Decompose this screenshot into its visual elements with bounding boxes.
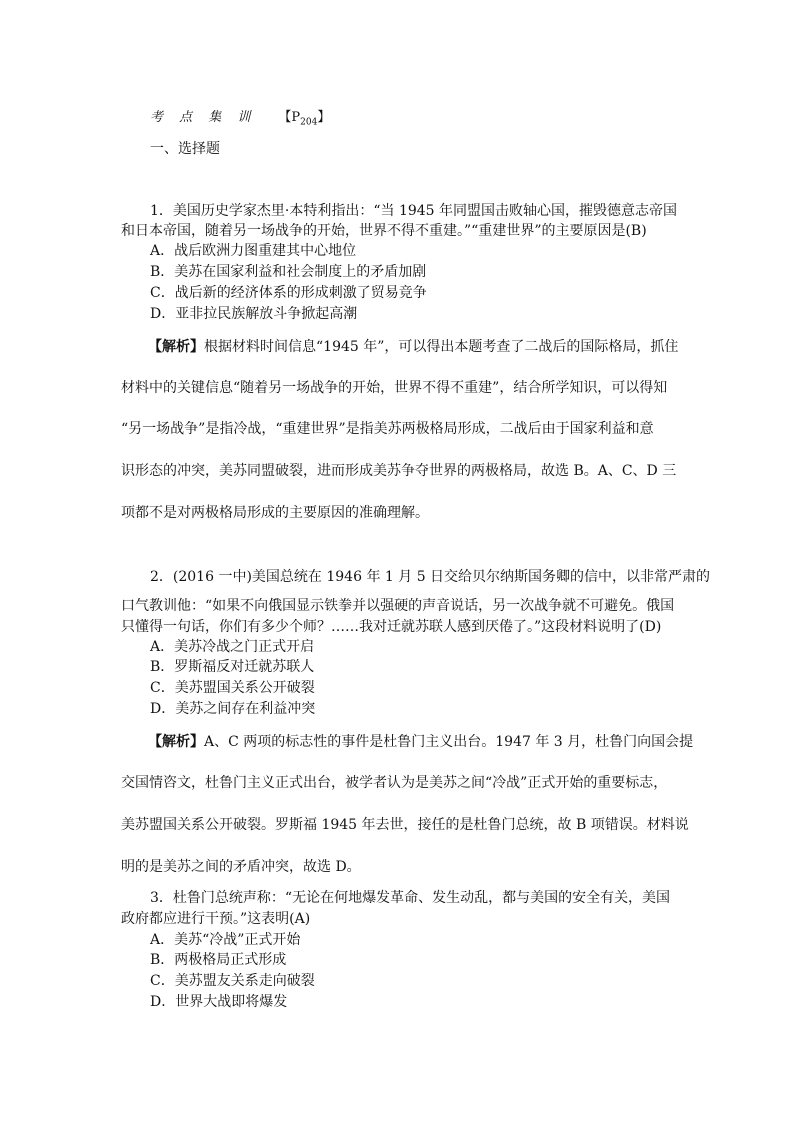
- q3-option-d: D．世界大战即将爆发: [150, 994, 288, 1010]
- q1-analysis-line4: 识形态的冲突，美苏同盟破裂，进而形成美苏争夺世界的两极格局，故选 B。A、C、D 三: [121, 463, 677, 479]
- q2-stem-line1: 2．(2016 一中)美国总统在 1946 年 1 月 5 日交给贝尔纳斯国务卿的信中，以非常严肃的: [150, 569, 711, 585]
- q3-option-a: A．美苏“冷战”正式开始: [150, 932, 301, 948]
- q2-option-d: D．美苏之间存在利益冲突: [150, 701, 316, 717]
- q3-stem-line1: 3．杜鲁门总统声称：“无论在何地爆发革命、发生动乱，都与美国的安全有关，美国: [150, 890, 671, 906]
- q2-analysis-line3: 美苏盟国关系公开破裂。罗斯福 1945 年去世，接任的是杜鲁门总统，故 B 项错误。材料说: [121, 817, 689, 833]
- q3-option-c: C．美苏盟友关系走向破裂: [150, 973, 315, 989]
- page-reference: 【$P_{204}$】: [278, 110, 331, 128]
- q1-stem-line2: 和日本帝国，随着另一场战争的开始，世界不得不重建。”“重建世界”的主要原因是(B): [121, 223, 647, 239]
- q2-option-c: C．美苏盟国关系公开破裂: [150, 680, 315, 696]
- q2-option-b: B．罗斯福反对迁就苏联人: [150, 659, 315, 675]
- header-label: 考 点 集 训: [150, 110, 257, 125]
- q1-option-c: C．战后新的经济体系的形成刺激了贸易竞争: [150, 285, 427, 301]
- q1-stem-line1: 1．美国历史学家杰里·本特利指出：“当 1945 年同盟国击败轴心国，摧毁德意志帝国: [150, 203, 678, 219]
- q2-analysis-line2: 交国情咨文，杜鲁门主义正式出台，被学者认为是美苏之间“冷战”正式开始的重要标志，: [121, 775, 668, 791]
- q2-stem-line2: 口气教训他：“如果不向俄国显示铁拳并以强硬的声音说话，另一次战争就不可避免。俄国: [121, 598, 675, 614]
- q1-analysis-line2: 材料中的关键信息“随着另一场战争的开始，世界不得不重建”，结合所学知识，可以得知: [121, 380, 668, 396]
- q3-option-b: B．两极格局正式形成: [150, 952, 287, 968]
- q2-stem-line3: 只懂得一句话，你们有多少个师？……我对迁就苏联人感到厌倦了。”这段材料说明了(D): [121, 619, 662, 635]
- q2-option-a: A．美苏冷战之门正式开启: [150, 639, 315, 655]
- q2-analysis-line1: 【解析】A、C 两项的标志性的事件是杜鲁门主义出台。1947 年 3 月，杜鲁门向国会提: [148, 734, 694, 750]
- q1-analysis-line1: 【解析】根据材料时间信息“1945 年”，可以得出本题考查了二战后的国际格局，抓住: [148, 339, 679, 355]
- analysis-tag: 【解析】: [148, 734, 204, 750]
- q1-option-b: B．美苏在国家利益和社会制度上的矛盾加剧: [150, 264, 427, 280]
- q1-option-a: A．战后欧洲力图重建其中心地位: [150, 243, 357, 259]
- q1-analysis-line5: 项都不是对两极格局形成的主要原因的准确理解。: [121, 505, 429, 521]
- q3-stem-line2: 政府都应进行干预。”这表明(A): [121, 911, 311, 927]
- q2-analysis-line4: 明的是美苏之间的矛盾冲突，故选 D。: [121, 859, 361, 875]
- q1-analysis-line3: “另一场战争”是指冷战，“重建世界”是指美苏两极格局形成，二战后由于国家利益和意: [121, 421, 654, 437]
- q1-option-d: D．亚非拉民族解放斗争掀起高潮: [150, 306, 358, 322]
- analysis-tag: 【解析】: [148, 339, 204, 355]
- section-header: [150, 106, 330, 128]
- section-title: 一、选择题: [150, 141, 220, 157]
